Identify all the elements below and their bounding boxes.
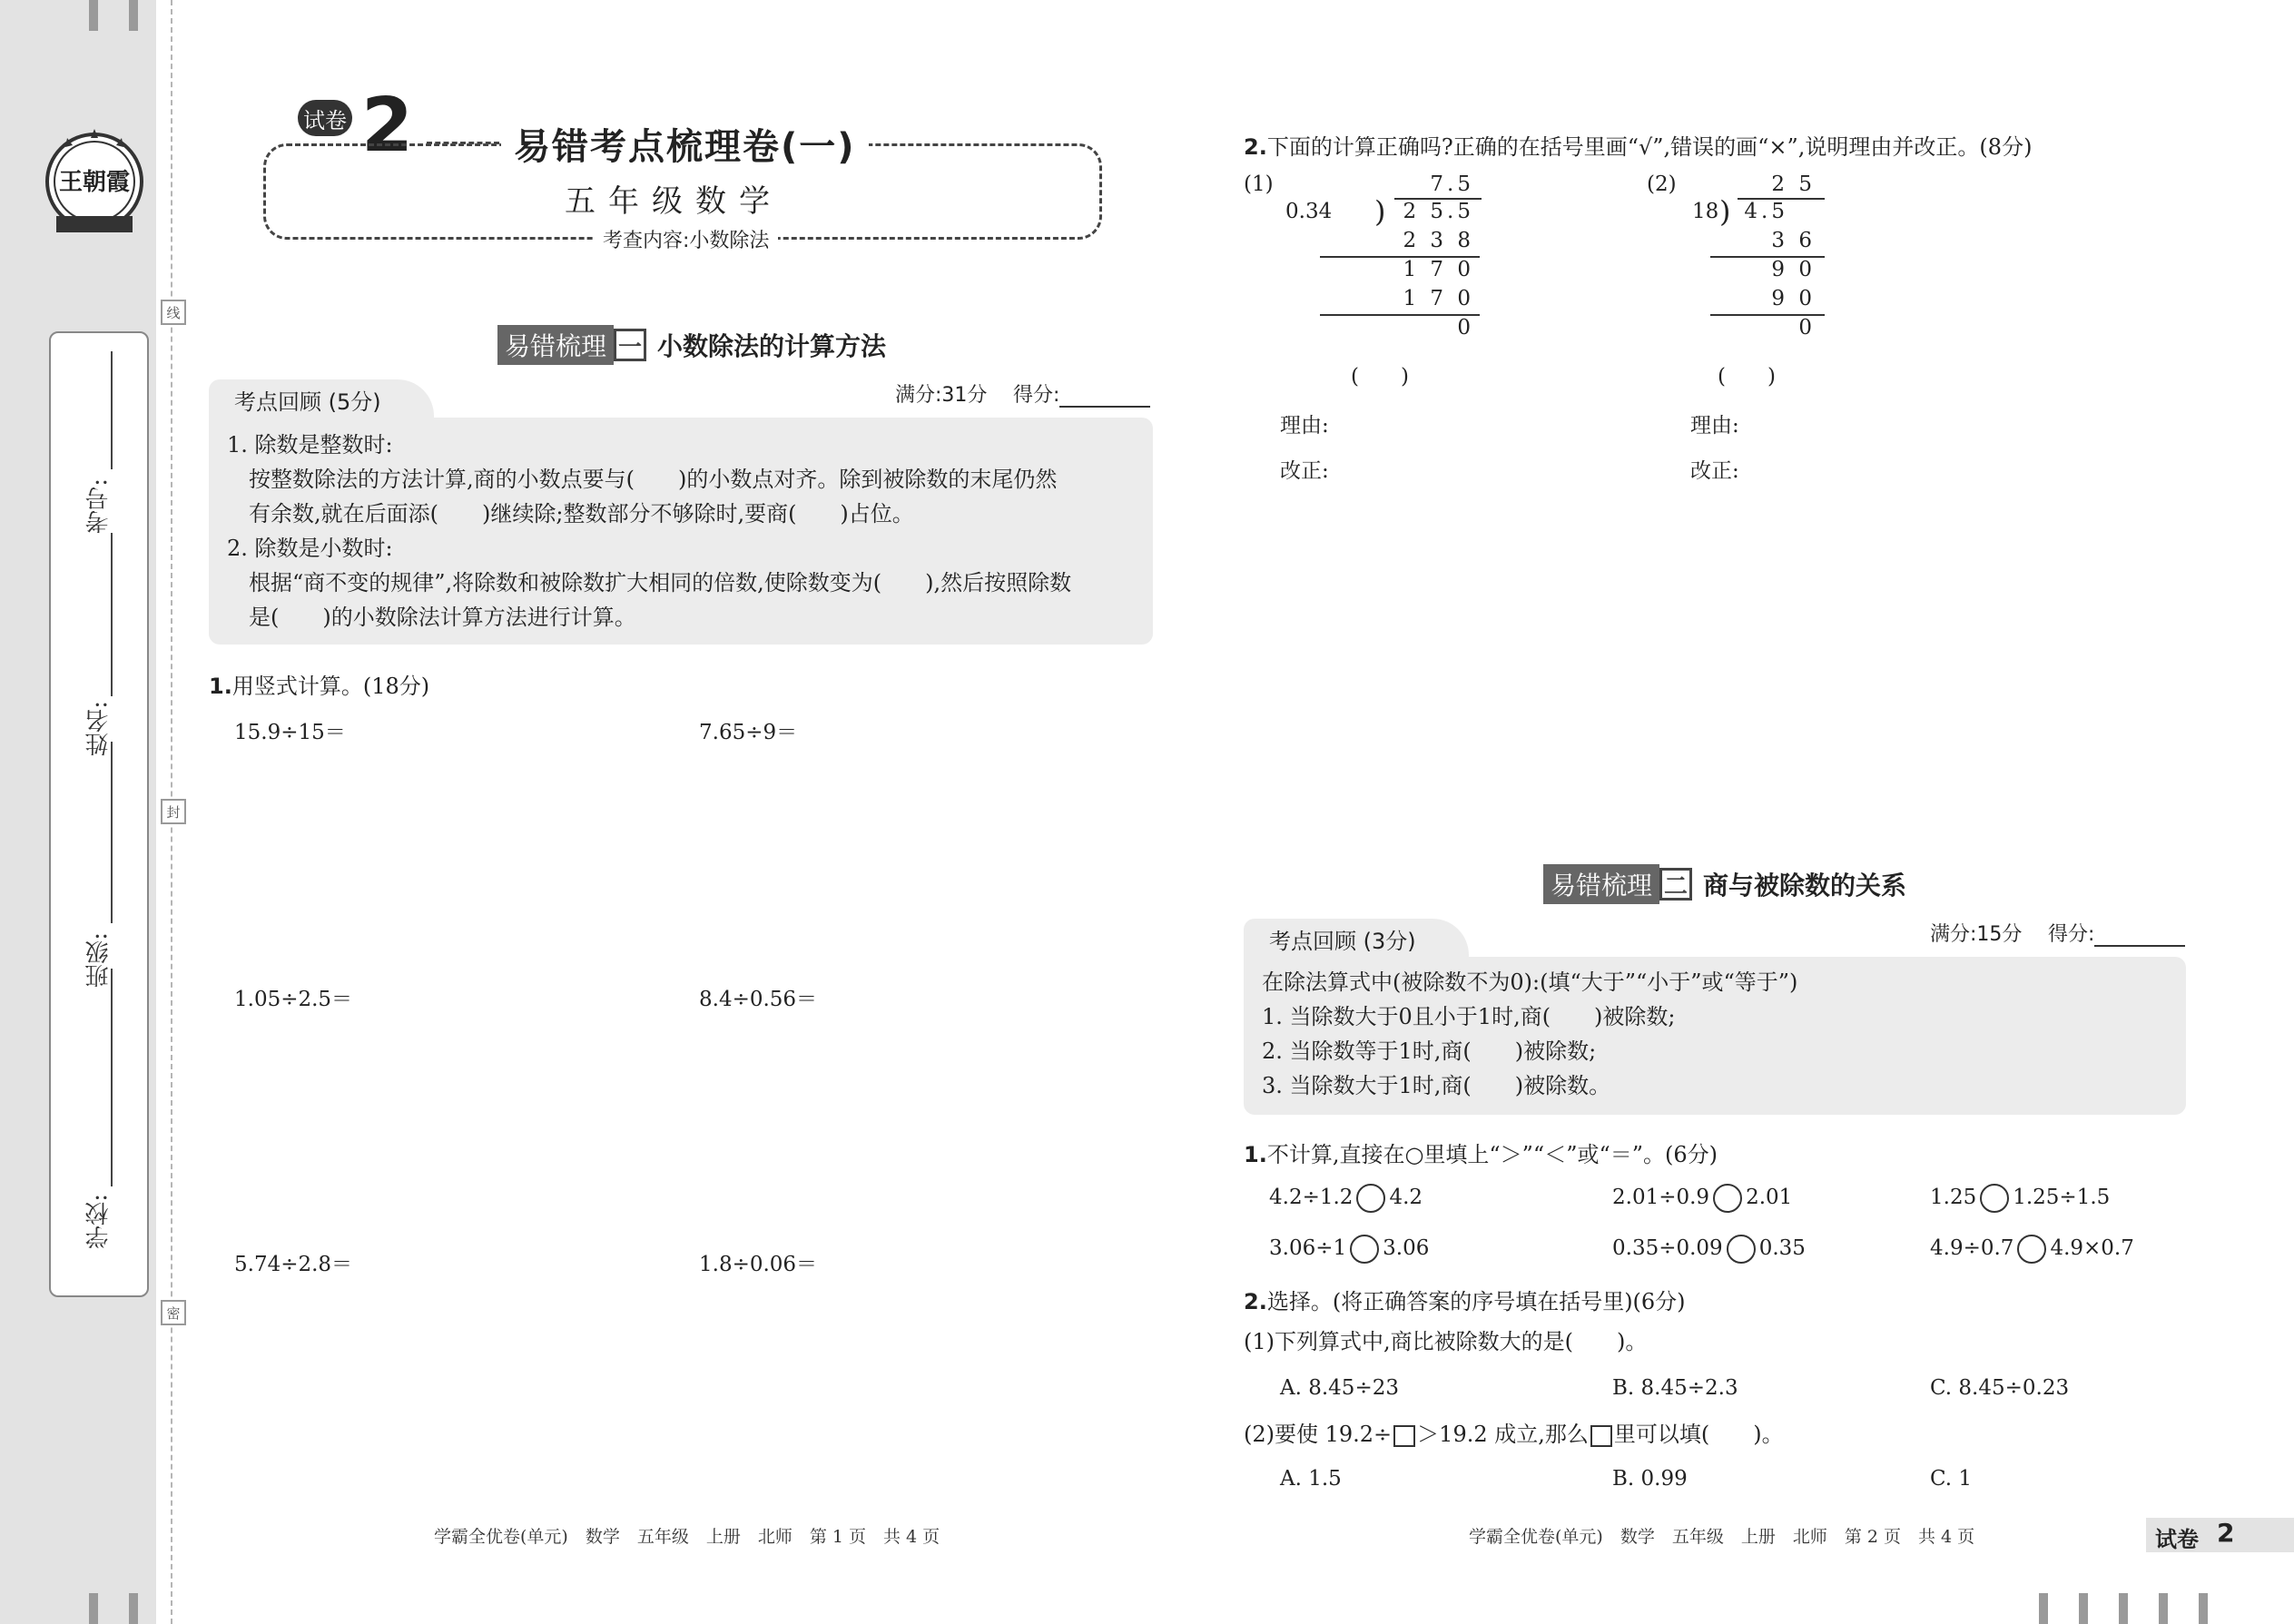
- corner-tag: [2146, 1518, 2294, 1552]
- long-division-2: [1647, 172, 1937, 408]
- compare-circle[interactable]: [1350, 1235, 1379, 1264]
- question-2-2-heading: [1244, 1284, 1686, 1315]
- option-a[interactable]: A. 8.45÷23: [1280, 1376, 1399, 1400]
- review-tab: 考点回顾 (5分): [209, 379, 434, 419]
- option-c[interactable]: C. 1: [1930, 1467, 1973, 1491]
- compare-item: [1269, 1184, 1423, 1213]
- sub-question-2: [1244, 1422, 1784, 1448]
- paper-number: 2: [361, 83, 414, 169]
- compare-left: 4.9÷0.7: [1930, 1236, 2014, 1260]
- question-text: 不计算,直接在○里填上“＞”“＜”或“＝”。(6分): [1266, 1142, 1718, 1167]
- review-line: 在除法算式中(被除数不为0):(填“大于”“小于”或“等于”): [1262, 969, 1798, 995]
- option-b[interactable]: B. 8.45÷2.3: [1612, 1376, 1738, 1400]
- compare-item: [1269, 1235, 1429, 1264]
- review-line: 3. 当除数大于1时,商( )被除数。: [1262, 1073, 1611, 1098]
- compare-item: [1930, 1184, 2110, 1213]
- score-got-label: 得分:: [2048, 923, 2095, 946]
- compare-left: 4.2÷1.2: [1269, 1186, 1354, 1209]
- page-footer-right: 学霸全优卷(单元) 数学 五年级 上册 北师 第 2 页 共 4 页: [1469, 1527, 1975, 1547]
- review-line: 1. 当除数大于0且小于1时,商( )被除数;: [1262, 1004, 1676, 1029]
- exam-no-label: 考号:: [85, 478, 113, 534]
- review-line: 有余数,就在后面添( )继续除;整数部分不够除时,要商( )占位。: [249, 501, 914, 527]
- logo-text: 王朝霞: [58, 169, 130, 196]
- header-rule: [427, 142, 499, 144]
- answer-paren[interactable]: ( ): [1718, 365, 1776, 389]
- section-title: 小数除法的计算方法: [657, 331, 887, 361]
- compare-item: [1612, 1184, 1792, 1213]
- bind-mark-mi: 密: [161, 1300, 186, 1325]
- compare-right: 3.06: [1383, 1236, 1430, 1260]
- calc-item: 7.65÷9＝: [699, 721, 798, 744]
- step: 1 7 0: [1403, 258, 1474, 281]
- step: 0: [1457, 316, 1474, 340]
- compare-left: 0.35÷0.09: [1612, 1236, 1723, 1260]
- reason-label: 理由:: [1280, 414, 1329, 438]
- tick-mark: [2199, 1593, 2208, 1624]
- calc-item: 15.9÷15＝: [234, 721, 346, 744]
- compare-item: [1612, 1235, 1806, 1264]
- long-division-1: [1244, 172, 1534, 408]
- answer-paren[interactable]: ( ): [1351, 365, 1409, 389]
- tick-mark: [129, 1593, 138, 1624]
- division-bracket: ): [1719, 194, 1731, 229]
- review-tab: 考点回顾 (3分): [1244, 919, 1469, 959]
- review-box: [209, 418, 1153, 645]
- compare-right: 4.2: [1389, 1186, 1423, 1209]
- score-label: [2048, 919, 2185, 947]
- question-number: 1.: [1244, 1142, 1267, 1167]
- compare-circle[interactable]: [1727, 1235, 1756, 1264]
- tick-mark: [2119, 1593, 2128, 1624]
- question-number: 2.: [1244, 134, 1267, 160]
- tick-mark: [89, 1593, 98, 1624]
- option-b[interactable]: B. 0.99: [1612, 1467, 1688, 1491]
- review-line: 是( )的小数除法计算方法进行计算。: [249, 605, 636, 630]
- item-label: (2): [1647, 172, 1677, 196]
- compare-circle[interactable]: [2017, 1235, 2046, 1264]
- bind-mark-feng: 封: [161, 799, 186, 824]
- compare-right: 4.9×0.7: [2050, 1236, 2134, 1260]
- calc-item: 1.05÷2.5＝: [234, 988, 353, 1011]
- quotient: 2 5: [1771, 172, 1816, 196]
- tick-mark: [2159, 1593, 2168, 1624]
- full-score: 满分:31分: [895, 384, 988, 407]
- review-box: [1244, 957, 2186, 1115]
- section-title: 商与被除数的关系: [1703, 871, 1907, 901]
- compare-right: 2.01: [1746, 1186, 1793, 1209]
- question-2-1-heading: [1244, 1137, 1718, 1168]
- brand-logo: [40, 125, 149, 241]
- class-label: 班级:: [85, 932, 113, 988]
- score-blank[interactable]: [1059, 389, 1150, 408]
- name-label: 姓名:: [85, 701, 113, 756]
- question-number: 2.: [1244, 1289, 1267, 1314]
- page-subtitle: 五年级数学: [565, 183, 783, 220]
- sub-question-text: 里可以填( )。: [1613, 1422, 1784, 1447]
- dividend: 4.5: [1744, 200, 1788, 223]
- review-line: 按整数除法的方法计算,商的小数点要与( )的小数点对齐。除到被除数的末尾仍然: [249, 467, 1058, 492]
- section-tag: 易错梳理: [1543, 864, 1659, 904]
- calc-item: 5.74÷2.8＝: [234, 1253, 353, 1276]
- step: 9 0: [1771, 287, 1816, 310]
- compare-item: [1930, 1235, 2134, 1264]
- fix-label: 改正:: [1280, 459, 1329, 483]
- review-line: 1. 除数是整数时:: [227, 432, 393, 458]
- option-a[interactable]: A. 1.5: [1280, 1467, 1342, 1491]
- option-c[interactable]: C. 8.45÷0.23: [1930, 1376, 2070, 1400]
- sub-question-text: ＞19.2 成立,那么: [1417, 1422, 1589, 1447]
- review-line: 根据“商不变的规律”,将除数和被除数扩大相同的倍数,使除数变为( ),然后按照除数: [249, 570, 1072, 595]
- sub-question-1: (1)下列算式中,商比被除数大的是( )。: [1244, 1329, 1648, 1354]
- student-info-box: [49, 331, 149, 1297]
- review-line: 2. 除数是小数时:: [227, 536, 393, 561]
- name-field[interactable]: [111, 533, 113, 696]
- calc-item: 1.8÷0.06＝: [699, 1253, 818, 1276]
- full-score: 满分:15分: [1930, 923, 2023, 946]
- dividend: 2 5.5: [1403, 200, 1474, 223]
- blank-square: [1590, 1425, 1612, 1447]
- divisor: 0.34: [1285, 200, 1333, 223]
- paper-badge: 试卷: [298, 100, 352, 136]
- tick-mark: [2039, 1593, 2048, 1624]
- question-number: 1.: [209, 674, 232, 699]
- score-blank[interactable]: [2094, 929, 2185, 947]
- section-tag: 易错梳理: [497, 325, 614, 365]
- calc-item: 8.4÷0.56＝: [699, 988, 818, 1011]
- section-number: 二: [1659, 868, 1692, 901]
- compare-circle[interactable]: [1713, 1184, 1742, 1213]
- review-line: 2. 当除数等于1时,商( )被除数;: [1262, 1038, 1597, 1064]
- score-got-label: 得分:: [1013, 384, 1060, 407]
- step: 1 7 0: [1403, 287, 1474, 310]
- blank-square: [1393, 1425, 1415, 1447]
- question-1-heading: [209, 668, 429, 700]
- question-text: 下面的计算正确吗?正确的在括号里画“√”,错误的画“×”,说明理由并改正。(8分): [1266, 134, 2033, 160]
- compare-circle[interactable]: [1980, 1184, 2009, 1213]
- page-title: 易错考点梳理卷(一): [501, 118, 869, 170]
- corner-tag-number: 2: [2217, 1518, 2235, 1548]
- quotient: 7.5: [1430, 172, 1474, 196]
- exam-no-field[interactable]: [111, 351, 113, 469]
- step: 9 0: [1771, 258, 1816, 281]
- question-text: 用竖式计算。(18分): [231, 674, 430, 699]
- tick-mark: [89, 0, 98, 31]
- tick-mark: [129, 0, 138, 31]
- exam-scope: 考查内容:小数除法: [594, 225, 778, 253]
- question-2-heading: [1244, 129, 2032, 161]
- item-label: (1): [1244, 172, 1274, 196]
- score-label: [1013, 379, 1150, 408]
- sub-question-text: (2)要使 19.2÷: [1244, 1422, 1393, 1447]
- step: 2 3 8: [1403, 229, 1474, 252]
- compare-left: 1.25: [1930, 1186, 1977, 1209]
- section-2-heading: [1543, 864, 1906, 904]
- tick-mark: [2079, 1593, 2088, 1624]
- divisor: 18: [1692, 200, 1719, 223]
- compare-circle[interactable]: [1356, 1184, 1385, 1213]
- class-field[interactable]: [111, 742, 113, 923]
- compare-right: 1.25÷1.5: [2013, 1186, 2111, 1209]
- corner-tag-label: 试卷: [2155, 1527, 2199, 1552]
- compare-left: 3.06÷1: [1269, 1236, 1347, 1260]
- compare-left: 2.01÷0.9: [1612, 1186, 1710, 1209]
- section-number: 一: [614, 329, 646, 361]
- section-1-heading: [497, 325, 886, 365]
- step: 3 6: [1771, 229, 1816, 252]
- page-footer-left: 学霸全优卷(单元) 数学 五年级 上册 北师 第 1 页 共 4 页: [434, 1527, 940, 1547]
- fix-label: 改正:: [1690, 459, 1739, 483]
- compare-right: 0.35: [1758, 1236, 1806, 1260]
- reason-label: 理由:: [1690, 414, 1739, 438]
- school-field[interactable]: [111, 969, 113, 1186]
- division-bracket: ): [1374, 194, 1386, 229]
- question-text: 选择。(将正确答案的序号填在括号里)(6分): [1266, 1289, 1686, 1314]
- school-label: 学校:: [85, 1194, 113, 1249]
- step: 0: [1798, 316, 1816, 340]
- bind-mark-xian: 线: [161, 300, 186, 325]
